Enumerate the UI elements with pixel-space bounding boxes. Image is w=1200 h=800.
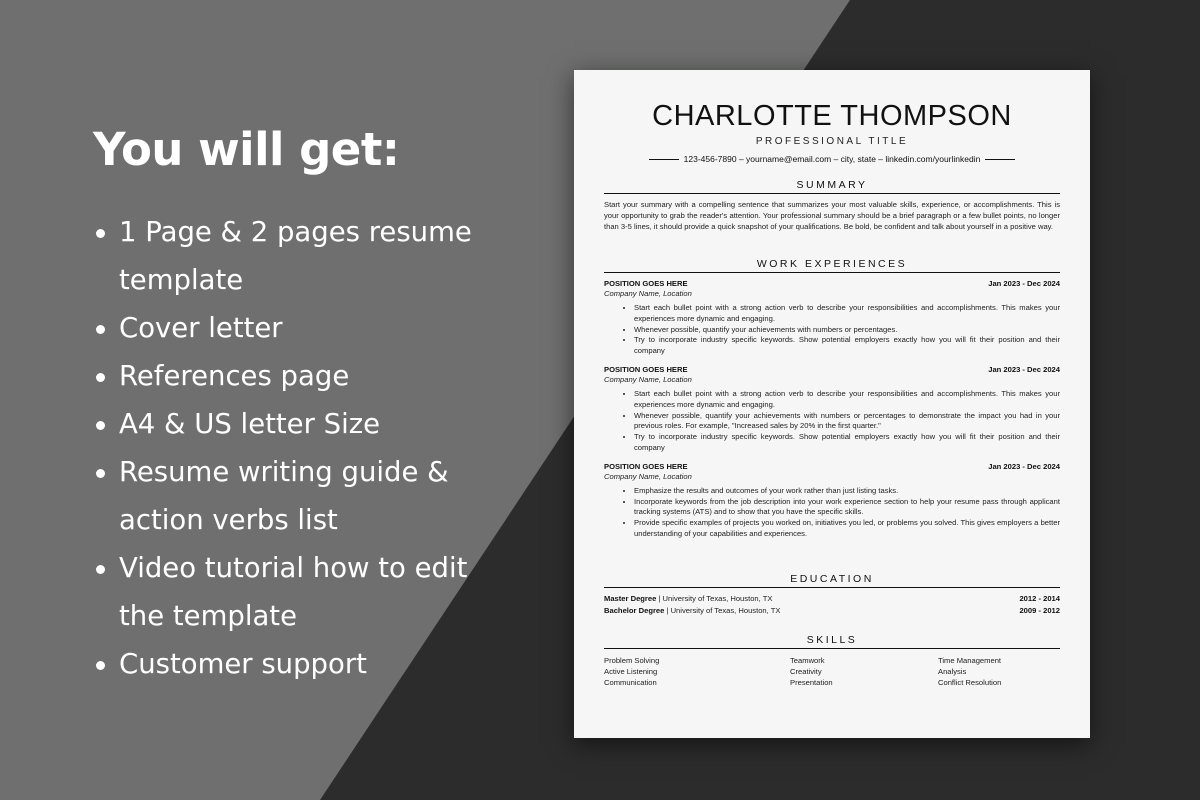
job-position: POSITION GOES HERE	[604, 279, 688, 288]
promo-item: Resume writing guide & action verbs list	[93, 448, 479, 544]
resume-professional-title: PROFESSIONAL TITLE	[755, 136, 909, 147]
job-company: Company Name, Location	[604, 374, 692, 384]
promo-title: You will get:	[93, 123, 400, 176]
job-bullet: • Try to incorporate industry specific keywords. Show potential employers exactly how you will fit their position and their company	[634, 432, 1060, 454]
resume-name: CHARLOTTE THOMPSON	[652, 100, 1012, 132]
job-position: POSITION GOES HERE	[604, 461, 688, 471]
section-heading: EDUCATION	[604, 573, 1060, 588]
skill-item: Creativity	[790, 667, 822, 676]
job-company: Company Name, Location	[604, 471, 692, 481]
job-dates: Jan 2023 - Dec 2024	[988, 364, 1060, 374]
skill-item: Analysis	[938, 667, 967, 676]
bullet-dot-icon	[96, 469, 105, 478]
summary-text: Start your summary with a compelling sentence that summarizes your most valuable skills, experience, or accomplishments. This is your opportunity to grab the reader's attention. Your professional summary should be a brief paragraph or a few bullet points, no longer than 3-5 lines, it should provide a quick snapshot of your qualifications. Be bold, be confident and talk about yourself in a positive way.	[604, 200, 1060, 231]
education-row: Master Degree | University of Texas, Houston, TX 2012 - 2014	[604, 594, 1060, 603]
job-bullet: • Incorporate keywords from the job description into your work experience section to help your resume pass through applicant tracking systems (ATS) and to show that you have the specific skills.	[634, 497, 1060, 519]
degree: Master Degree	[604, 594, 657, 603]
job-bullet: • Start each bullet point with a strong action verb to describe your responsibilities and accomplishments. This makes your experiences more dynamic and engaging.	[634, 303, 1060, 325]
promo-item: References page	[93, 352, 499, 400]
job-bullet: • Start each bullet point with a strong action verb to describe your responsibilities and accomplishments. This makes your experiences more dynamic and engaging.	[634, 389, 1060, 411]
job-entry	[604, 462, 1060, 540]
job-bullet: • Whenever possible, quantify your achievements with numbers or percentages to demonstrate the impact you had in your previous roles. For example, "Increased sales by 20% in the first quarter."	[634, 411, 1060, 433]
bullet-dot-icon	[96, 565, 105, 574]
skill-item: Conflict Resolution	[938, 678, 1002, 687]
promo-item: Customer support	[93, 640, 499, 688]
bullet-dot-icon	[96, 661, 105, 670]
skill-item: Time Management	[938, 656, 1002, 665]
education-years: 2012 - 2014	[1019, 594, 1060, 603]
resume-sheet	[574, 70, 1090, 738]
promo-list	[93, 208, 499, 688]
skills-column	[604, 655, 790, 688]
skills-column	[790, 655, 938, 688]
skill-item: Problem Solving	[604, 656, 660, 665]
job-bullet: • Provide specific examples of projects you worked on, initiatives you led, or problems you solved. This gives employers a better understanding of your capabilities and experiences.	[634, 518, 1060, 540]
skill-item: Teamwork	[790, 656, 825, 665]
section-heading: SUMMARY	[604, 179, 1060, 194]
job-entry	[604, 279, 1060, 357]
section-heading: SKILLS	[604, 634, 1060, 649]
education-years: 2009 - 2012	[1019, 606, 1060, 615]
skill-item: Active Listening	[604, 667, 658, 676]
school: University of Texas, Houston, TX	[662, 594, 773, 603]
summary-section	[604, 179, 1060, 232]
education-row: Bachelor Degree | University of Texas, Houston, TX 2009 - 2012	[604, 606, 1060, 615]
work-section	[604, 258, 1060, 540]
resume-contact: 123-456-7890 – yourname@email.com – city, state – linkedin.com/yourlinkedin	[604, 154, 1060, 164]
degree: Bachelor Degree	[604, 606, 665, 615]
section-heading: WORK EXPERIENCES	[604, 258, 1060, 273]
education-section	[604, 573, 1060, 617]
job-dates: Jan 2023 - Dec 2024	[988, 279, 1060, 288]
bullet-dot-icon	[96, 325, 105, 334]
bullet-dot-icon	[96, 229, 105, 238]
job-bullet: • Try to incorporate industry specific keywords. Show potential employers exactly how you will fit their position and their company	[634, 335, 1060, 357]
bullet-dot-icon	[96, 373, 105, 382]
promo-item: 1 Page & 2 pages resume template	[93, 208, 499, 304]
divider	[985, 159, 1015, 160]
promo-panel	[93, 118, 499, 688]
bullet-dot-icon	[96, 421, 105, 430]
skills-section	[604, 634, 1060, 688]
skills-column	[938, 655, 1001, 688]
job-bullet: • Whenever possible, quantify your achievements with numbers or percentages.	[634, 325, 1060, 336]
promo-item: Cover letter	[93, 304, 499, 352]
skill-item: Communication	[604, 678, 657, 687]
school: University of Texas, Houston, TX	[670, 606, 781, 615]
job-dates: Jan 2023 - Dec 2024	[988, 461, 1060, 471]
job-bullet: • Emphasize the results and outcomes of your work rather than just listing tasks.	[634, 486, 1060, 497]
job-entry	[604, 365, 1060, 454]
divider	[649, 159, 679, 160]
promo-item: Video tutorial how to edit the template	[93, 544, 479, 640]
promo-item: A4 & US letter Size	[93, 400, 499, 448]
job-company: Company Name, Location	[604, 289, 692, 298]
skill-item: Presentation	[790, 678, 833, 687]
job-position: POSITION GOES HERE	[604, 364, 688, 374]
